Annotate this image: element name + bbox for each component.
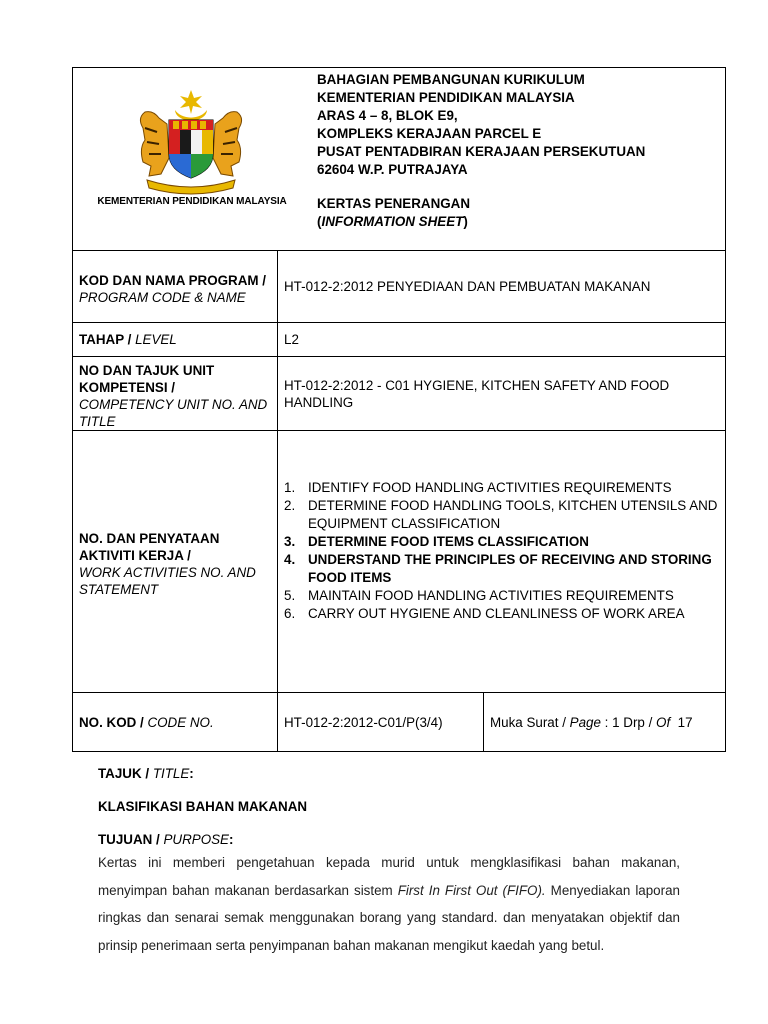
purpose-label-ms: TUJUAN / (98, 832, 160, 847)
sheet-title-en (317, 213, 721, 231)
purpose-heading (98, 832, 680, 847)
activity-text: MAINTAIN FOOD HANDLING ACTIVITIES REQUIREMENTS (308, 587, 674, 603)
activity-num: 3. (284, 533, 296, 549)
program-label (73, 251, 278, 322)
unit-label (73, 357, 278, 430)
title-colon: : (189, 766, 194, 781)
title-value: KLASIFIKASI BAHAN MAKANAN (98, 799, 308, 814)
coat-of-arms-icon (133, 88, 249, 196)
unit-row (73, 357, 725, 431)
page-number (484, 693, 725, 751)
sheet-header (73, 68, 725, 251)
program-label-en: PROGRAM CODE & NAME (79, 289, 246, 305)
purpose-text-2: Menyediakan laporan ringkas dan senarai semak menggunakan borang yang standard. dan menyatakan objektif dan prinsip penerimaan serta penyimpanan bahan makanan mengikut kaedah yang betul. (98, 882, 680, 953)
activity-item (284, 533, 719, 551)
program-row (73, 251, 725, 323)
purpose-fifo: First In First Out (FIFO). (397, 882, 546, 898)
purpose-colon: : (228, 832, 234, 847)
ministry-label: KEMENTERIAN PENDIDIKAN MALAYSIA (97, 196, 287, 207)
activity-item (284, 587, 719, 605)
title-label-en: TITLE (152, 766, 190, 781)
activities-label (73, 431, 278, 692)
sheet-title (317, 195, 721, 231)
page-label-ms: Muka Surat / (490, 714, 566, 730)
activities-label-en: WORK ACTIVITIES NO. AND STATEMENT (79, 564, 256, 597)
address-line: KEMENTERIAN PENDIDIKAN MALAYSIA (317, 90, 575, 105)
purpose-paragraph (98, 849, 680, 959)
activities-label-ms: NO. DAN PENYATAAN AKTIVITI KERJA / (79, 530, 220, 563)
address-block (317, 71, 721, 179)
level-row (73, 323, 725, 357)
paren-close: ) (463, 214, 468, 229)
level-label-en: LEVEL (135, 332, 177, 347)
page-label-en: Page (569, 714, 601, 730)
address-line: 62604 W.P. PUTRAJAYA (317, 162, 468, 177)
logo-box (73, 68, 311, 250)
activity-num: 1. (284, 479, 296, 495)
activity-text: UNDERSTAND THE PRINCIPLES OF RECEIVING AND STORING FOOD ITEMS (308, 551, 712, 585)
code-label-ms: NO. KOD / (79, 714, 144, 730)
code-value: HT-012-2:2012-C01/P(3/4) (278, 693, 484, 751)
address-line: BAHAGIAN PEMBANGUNAN KURIKULUM (317, 72, 585, 87)
activity-num: 5. (284, 587, 296, 603)
body-section (98, 762, 680, 959)
activity-text: DETERMINE FOOD HANDLING TOOLS, KITCHEN UTENSILS AND EQUIPMENT CLASSIFICATION (308, 497, 718, 531)
unit-label-ms: NO DAN TAJUK UNIT KOMPETENSI / (79, 362, 215, 395)
activity-text: DETERMINE FOOD ITEMS CLASSIFICATION (308, 533, 589, 549)
unit-value: HT-012-2:2012 - C01 HYGIENE, KITCHEN SAFETY AND FOOD HANDLING (284, 377, 670, 410)
information-sheet-table (72, 67, 726, 752)
code-label-en: CODE NO. (147, 714, 214, 730)
activity-text: CARRY OUT HYGIENE AND CLEANLINESS OF WORK AREA (308, 605, 685, 621)
activity-num: 6. (284, 605, 296, 621)
page-current: : 1 Drp / (604, 714, 653, 730)
code-row (73, 693, 725, 751)
address-line: PUSAT PENTADBIRAN KERAJAAN PERSEKUTUAN (317, 144, 646, 159)
of-label: Of (656, 714, 671, 730)
activity-item (284, 551, 719, 587)
title-heading (98, 766, 680, 781)
unit-label-en: COMPETENCY UNIT NO. AND TITLE (79, 396, 268, 429)
activity-text: IDENTIFY FOOD HANDLING ACTIVITIES REQUIREMENTS (308, 479, 672, 495)
activity-num: 2. (284, 497, 296, 513)
activity-item (284, 479, 719, 497)
purpose-label-en: PURPOSE (163, 832, 229, 847)
activities-row (73, 431, 725, 693)
sheet-title-ms: KERTAS PENERANGAN (317, 196, 471, 211)
purpose-text-1: Kertas ini memberi pengetahuan kepada murid untuk mengklasifikasi bahan makanan, menyimpan bahan makanan berdasarkan sistem (98, 855, 680, 898)
level-label-ms: TAHAP / (79, 332, 132, 347)
address-line: ARAS 4 – 8, BLOK E9, (317, 108, 458, 123)
activities-value (278, 431, 725, 692)
code-label (73, 693, 278, 751)
program-value: HT-012-2:2012 PENYEDIAAN DAN PEMBUATAN MAKANAN (284, 279, 651, 294)
activity-num: 4. (284, 551, 296, 567)
program-label-ms: KOD DAN NAMA PROGRAM / (79, 272, 266, 288)
activity-item (284, 605, 719, 623)
level-label (73, 323, 278, 356)
activity-item (284, 497, 719, 533)
page-total: 17 (677, 714, 693, 730)
sheet-title-en-text: INFORMATION SHEET (321, 214, 464, 229)
paren-open: ( (317, 214, 322, 229)
activities-list (284, 479, 719, 623)
level-value: L2 (284, 332, 299, 347)
address-line: KOMPLEKS KERAJAAN PARCEL E (317, 126, 542, 141)
title-label-ms: TAJUK / (98, 766, 150, 781)
